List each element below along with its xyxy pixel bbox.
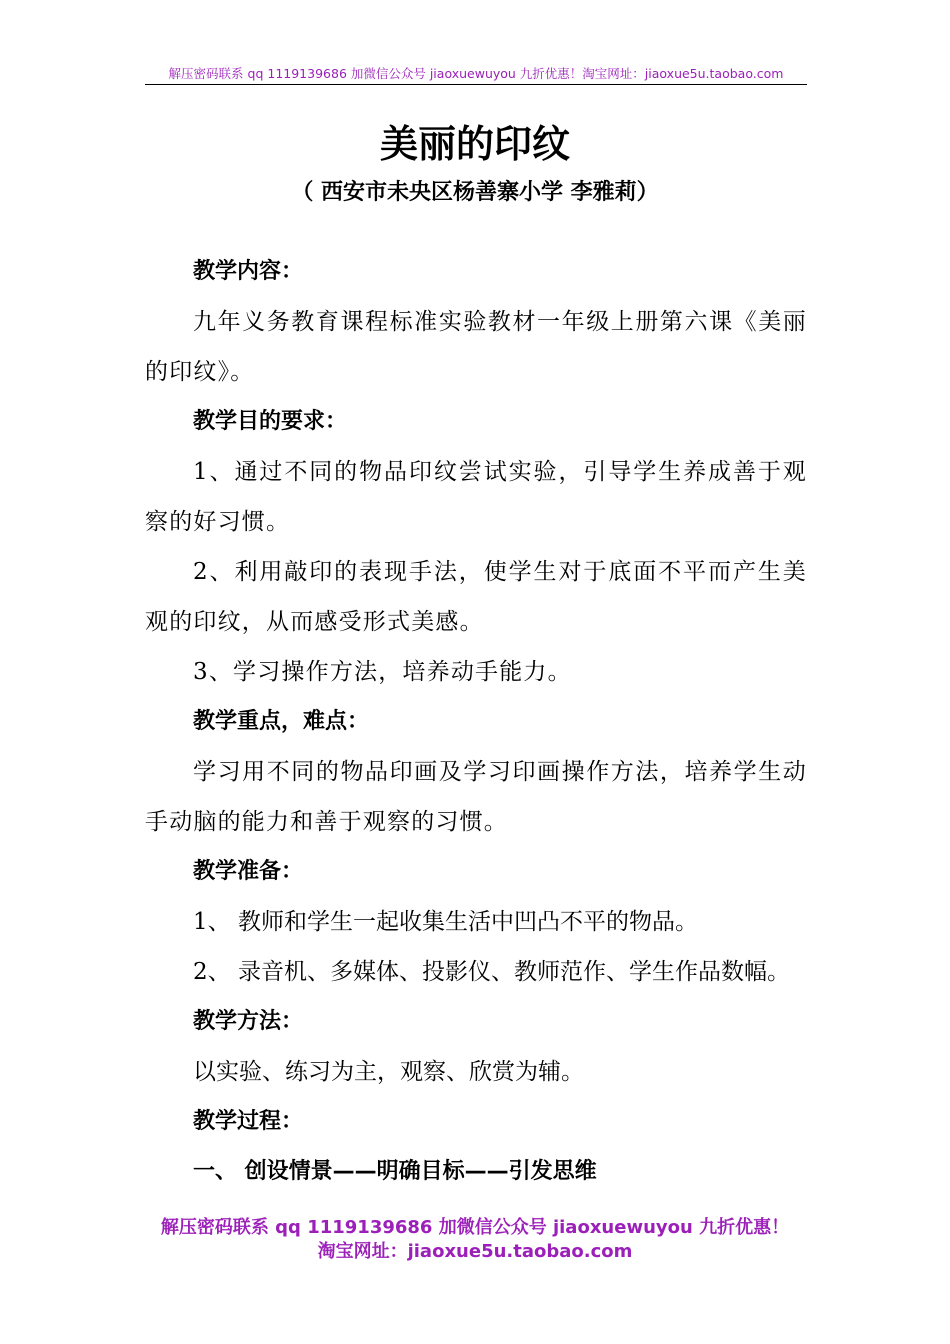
section-heading-key-points: 教学重点，难点： bbox=[193, 709, 370, 734]
header-text: 解压密码联系 qq 1119139686 加微信公众号 jiaoxuewuyou 九折优惠！淘宝网址：jiaoxue5u.taobao.com bbox=[168, 66, 784, 81]
section-heading-method: 教学方法： bbox=[193, 1009, 304, 1034]
goal-item-3: 3、学习操作方法，培养动手能力。 bbox=[193, 659, 572, 685]
process-step-1: 一、 创设情景——明确目标——引发思维 bbox=[193, 1159, 597, 1184]
section-heading-preparation: 教学准备： bbox=[193, 859, 304, 884]
page-footer bbox=[0, 1216, 950, 1264]
author-line: （ 西安市未央区杨善寨小学 李雅莉） bbox=[291, 180, 659, 205]
preparation-item-1: 1、 教师和学生一起收集生活中凹凸不平的物品。 bbox=[193, 909, 698, 935]
content-text: 九年义务教育课程标准实验教材一年级上册第六课《美丽的印纹》。 bbox=[145, 309, 807, 385]
footer-line-2: 淘宝网址：jiaoxue5u.taobao.com bbox=[317, 1241, 633, 1262]
document-title: 美丽的印纹 bbox=[379, 122, 570, 166]
section-heading-goals: 教学目的要求： bbox=[193, 409, 348, 434]
preparation-item-2: 2、 录音机、多媒体、投影仪、教师范作、学生作品数幅。 bbox=[193, 959, 790, 985]
goal-item-1: 1、通过不同的物品印纹尝试实验，引导学生养成善于观察的好习惯。 bbox=[145, 459, 807, 535]
section-heading-process: 教学过程： bbox=[193, 1109, 304, 1134]
footer-line-1: 解压密码联系 qq 1119139686 加微信公众号 jiaoxuewuyou 九折优惠！ bbox=[160, 1217, 790, 1238]
page-header bbox=[145, 66, 807, 85]
section-heading-content: 教学内容： bbox=[193, 259, 304, 284]
method-text: 以实验、练习为主，观察、欣赏为辅。 bbox=[193, 1059, 584, 1085]
key-points-text: 学习用不同的物品印画及学习印画操作方法，培养学生动手动脑的能力和善于观察的习惯。 bbox=[145, 759, 807, 835]
document-body bbox=[145, 247, 807, 1197]
goal-item-2: 2、利用敲印的表现手法，使学生对于底面不平而产生美观的印纹，从而感受形式美感。 bbox=[145, 559, 807, 635]
